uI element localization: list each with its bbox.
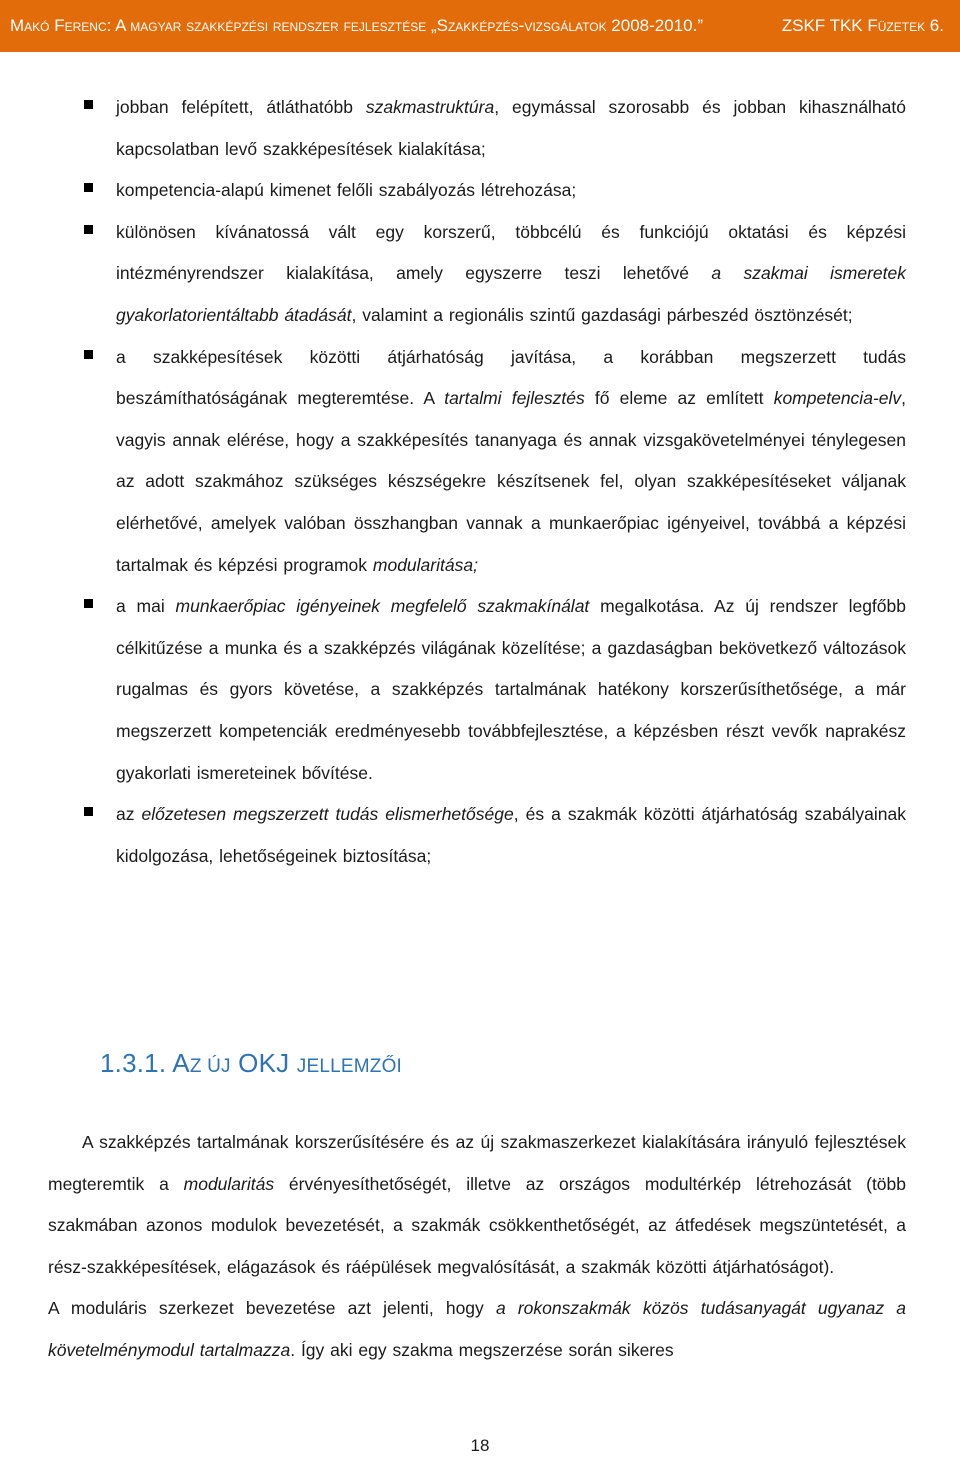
bullet-item-1 [84,87,906,170]
square-bullet-icon [84,100,93,109]
running-header [0,0,960,52]
paragraph: A moduláris szerkezet bevezetése azt jelenti, hogy a rokonszakmák közös tudásanyagát ugyanaz a követelménymodul tartalmazza. Így aki egy szakma megszerzése során sikeres [48,1298,906,1360]
section-title-initial: A [172,1048,190,1078]
bullet-item-2 [84,170,906,212]
bullet-text: a szakképesítések közötti átjárhatóság javítása, a korábban megszerzett tudás beszámíthatóságának megteremtése. A tartalmi fejlesztés fő eleme az említett kompetencia-elv, vagyis annak elérése, hogy a szakképesítés tananyaga és annak vizsgakövetelményei ténylegesen az adott szakmához szükséges készségekre készítsenek fel, olyan szakképesítéseket váljanak elérhetővé, amelyek valóban összhangban vannak a munkaerőpiac igényeivel, továbbá a képzési tartalmak és képzési programok modularitása; [116,346,906,575]
square-bullet-icon [84,183,93,192]
bullet-item-3 [84,212,906,337]
body-text [48,1122,906,1372]
page-number: 18 [470,1436,490,1455]
bullet-text: kompetencia-alapú kimenet felőli szabályozás létrehozása; [116,180,577,201]
paragraph: A szakképzés tartalmának korszerűsítésére és az új szakmaszerkezet kialakítására irányuló fejlesztések megteremtik a modularitás érvényesíthetőségét, illetve az országos modultérkép létrehozását (több szakmában azonos modulok bevezetését, a szakmák csökkenthetőségét, az átfedések megszüntetését, a rész-szakképesítések, elágazások és ráépülések megvalósítását, a szakmák közötti átjárhatóságot). [48,1132,907,1277]
header-right-title: ZSKF TKK Füzetek 6. [781,16,944,35]
bullet-text: jobban felépített, átláthatóbb szakmastruktúra, egymással szorosabb és jobban kihasználható kapcsolatban levő szakképesítések kialakítása; [116,97,906,159]
section-number: 1.3.1. [100,1048,167,1078]
bullet-text: különösen kívánatossá vált egy korszerű, többcélú és funkciójú oktatási és képzési intézményrendszer kialakítása, amely egyszerre teszi lehetővé a szakmai ismeretek gyakorlatorientáltabb átadását, valamint a regionális szintű gazdasági párbeszéd ösztönzését; [116,221,906,325]
header-left-title: Makó Ferenc: A magyar szakképzési rendszer fejlesztése „Szakképzés-vizsgálatok 2008-2010.” [10,16,703,35]
square-bullet-icon [84,350,93,359]
section-title-part: Z ÚJ [189,1056,231,1077]
bullet-text: az előzetesen megszerzett tudás elismerhetősége, és a szakmák közötti átjárhatóság szabályainak kidolgozása, lehetőségeinek biztosítása; [116,804,906,866]
bullet-item-6 [84,794,906,877]
section-title-part: JELLEMZŐI [296,1056,403,1077]
square-bullet-icon [84,599,93,608]
section-heading [100,1048,402,1079]
section-title-acronym: OKJ [238,1048,290,1078]
bullet-text: a mai munkaerőpiac igényeinek megfelelő szakmakínálat megalkotása. Az új rendszer legfőbb célkitűzése a munka és a szakképzés világának közelítése; a gazdaságban bekövetkező változások rugalmas és gyors követése, a szakképzés tartalmának hatékony korszerűsíthetősége, a már megszerzett kompetenciák eredményesebb továbbfejlesztése, a képzésben részt vevők naprakész gyakorlati ismereteinek bővítése. [116,596,906,783]
bullet-item-5 [84,586,906,794]
square-bullet-icon [84,807,93,816]
bullet-item-4 [84,337,906,587]
bullet-list [84,87,906,877]
square-bullet-icon [84,225,93,234]
